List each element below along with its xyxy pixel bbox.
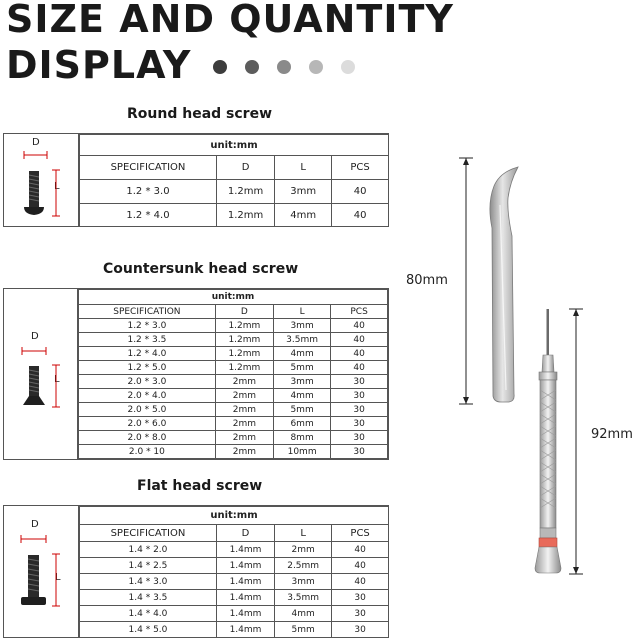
- cell-d: 1.4mm: [216, 590, 274, 606]
- cell-l: 2.5mm: [275, 558, 332, 574]
- col-header-d: D: [216, 525, 274, 542]
- cell-pcs: 40: [331, 319, 388, 333]
- cell-d: 1.4mm: [216, 558, 274, 574]
- cell-l: 4mm: [275, 606, 332, 622]
- cell-spec: 2.0 * 8.0: [79, 431, 216, 445]
- cell-spec: 1.4 * 4.0: [80, 606, 217, 622]
- cell-pcs: 30: [331, 445, 388, 459]
- dim-d-label: D: [32, 137, 40, 148]
- col-header-pcs: PCS: [332, 156, 389, 180]
- cell-pcs: 30: [332, 590, 389, 606]
- col-header-pcs: PCS: [331, 305, 388, 319]
- cell-l: 3mm: [273, 375, 330, 389]
- cell-d: 2mm: [215, 417, 273, 431]
- cell-pcs: 40: [331, 347, 388, 361]
- cell-spec: 1.2 * 4.0: [80, 204, 217, 227]
- cell-pcs: 30: [331, 431, 388, 445]
- dim-l-label: L: [55, 572, 61, 583]
- cell-l: 4mm: [275, 204, 332, 227]
- cell-d: 1.4mm: [216, 542, 274, 558]
- unit-header: unit:mm: [80, 135, 389, 156]
- cell-d: 2mm: [215, 375, 273, 389]
- col-header-l: L: [273, 305, 330, 319]
- col-header-l: L: [275, 156, 332, 180]
- countersunk-head-title: Countersunk head screw: [103, 261, 299, 277]
- cell-l: 6mm: [273, 417, 330, 431]
- col-header-d: D: [216, 156, 274, 180]
- cell-spec: 2.0 * 4.0: [79, 389, 216, 403]
- col-header-specification: SPECIFICATION: [80, 525, 217, 542]
- cell-d: 2mm: [215, 445, 273, 459]
- cell-spec: 2.0 * 6.0: [79, 417, 216, 431]
- cell-d: 1.2mm: [215, 319, 273, 333]
- cell-spec: 1.4 * 3.5: [80, 590, 217, 606]
- cell-spec: 1.4 * 2.0: [80, 542, 217, 558]
- cell-spec: 2.0 * 5.0: [79, 403, 216, 417]
- unit-header: unit:mm: [80, 507, 389, 525]
- col-header-specification: SPECIFICATION: [79, 305, 216, 319]
- cell-l: 2mm: [275, 542, 332, 558]
- headline-line-2: DISPLAY: [6, 43, 192, 87]
- cell-pcs: 40: [332, 180, 389, 204]
- dim-l-label: L: [54, 181, 60, 192]
- cell-d: 2mm: [215, 431, 273, 445]
- cell-spec: 1.2 * 3.0: [79, 319, 216, 333]
- cell-spec: 1.4 * 3.0: [80, 574, 217, 590]
- screwdriver-dimension-line: [569, 309, 583, 574]
- cell-spec: 1.4 * 2.5: [80, 558, 217, 574]
- cell-pcs: 30: [331, 403, 388, 417]
- unit-header: unit:mm: [79, 290, 388, 305]
- flat-head-title: Flat head screw: [137, 478, 263, 494]
- cell-l: 3.5mm: [275, 590, 332, 606]
- cell-l: 8mm: [273, 431, 330, 445]
- cell-d: 1.4mm: [216, 574, 274, 590]
- dim-l-label: L: [54, 374, 60, 385]
- col-header-l: L: [275, 525, 332, 542]
- cell-l: 10mm: [273, 445, 330, 459]
- cell-spec: 2.0 * 3.0: [79, 375, 216, 389]
- cell-l: 3mm: [275, 574, 332, 590]
- cell-l: 5mm: [273, 403, 330, 417]
- cell-l: 3.5mm: [273, 333, 330, 347]
- cell-l: 5mm: [275, 622, 332, 638]
- tweezers-length-label: 80mm: [406, 273, 448, 288]
- dim-d-label: D: [31, 331, 39, 342]
- col-header-d: D: [215, 305, 273, 319]
- cell-pcs: 40: [332, 558, 389, 574]
- cell-pcs: 30: [331, 389, 388, 403]
- cell-spec: 1.2 * 3.5: [79, 333, 216, 347]
- cell-spec: 2.0 * 10: [79, 445, 216, 459]
- tweezers-icon: [490, 167, 518, 402]
- cell-d: 1.2mm: [215, 347, 273, 361]
- cell-l: 4mm: [273, 347, 330, 361]
- precision-screwdriver-icon: [535, 309, 561, 573]
- cell-d: 1.4mm: [216, 622, 274, 638]
- cell-pcs: 40: [331, 361, 388, 375]
- cell-d: 1.4mm: [216, 606, 274, 622]
- cell-spec: 1.2 * 4.0: [79, 347, 216, 361]
- col-header-specification: SPECIFICATION: [80, 156, 217, 180]
- cell-pcs: 40: [332, 542, 389, 558]
- cell-pcs: 30: [331, 417, 388, 431]
- cell-d: 1.2mm: [215, 333, 273, 347]
- round-head-title: Round head screw: [127, 106, 272, 122]
- cell-pcs: 30: [331, 375, 388, 389]
- cell-pcs: 30: [332, 606, 389, 622]
- cell-pcs: 40: [332, 574, 389, 590]
- cell-d: 2mm: [215, 389, 273, 403]
- cell-pcs: 30: [332, 622, 389, 638]
- cell-spec: 1.4 * 5.0: [80, 622, 217, 638]
- cell-pcs: 40: [331, 333, 388, 347]
- cell-d: 1.2mm: [215, 361, 273, 375]
- cell-d: 1.2mm: [216, 204, 274, 227]
- cell-l: 3mm: [273, 319, 330, 333]
- screwdriver-length-label: 92mm: [591, 427, 633, 442]
- cell-d: 1.2mm: [216, 180, 274, 204]
- cell-l: 5mm: [273, 361, 330, 375]
- cell-d: 2mm: [215, 403, 273, 417]
- cell-spec: 1.2 * 3.0: [80, 180, 217, 204]
- headline-line-1: SIZE AND QUANTITY: [6, 0, 454, 41]
- tweezers-dimension-line: [459, 158, 473, 404]
- cell-l: 3mm: [275, 180, 332, 204]
- dim-d-label: D: [31, 519, 39, 530]
- cell-l: 4mm: [273, 389, 330, 403]
- cell-pcs: 40: [332, 204, 389, 227]
- cell-spec: 1.2 * 5.0: [79, 361, 216, 375]
- col-header-pcs: PCS: [332, 525, 389, 542]
